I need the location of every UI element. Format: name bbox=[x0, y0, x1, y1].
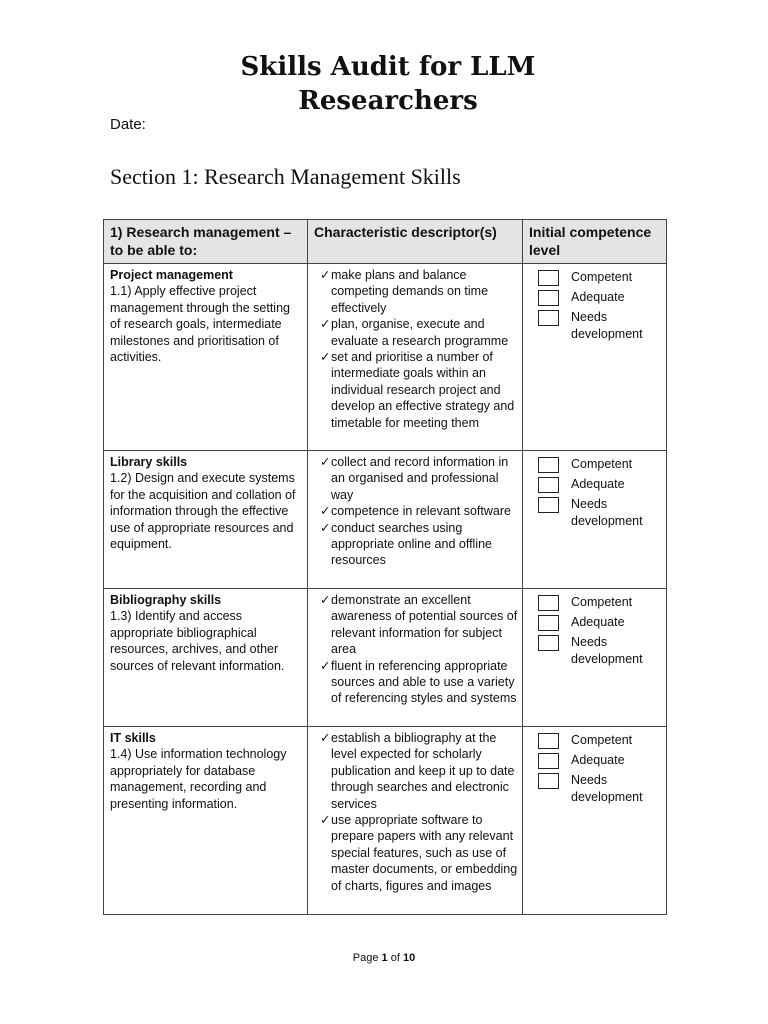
checkbox[interactable] bbox=[538, 635, 559, 651]
checkmark-icon: ✓ bbox=[320, 317, 331, 332]
descriptor-text: competence in relevant software bbox=[331, 504, 511, 519]
competence-cell bbox=[523, 451, 667, 589]
competence-option-label: Adequate bbox=[571, 290, 625, 305]
checkbox[interactable] bbox=[538, 615, 559, 631]
descriptor-item bbox=[314, 520, 518, 569]
checkmark-icon: ✓ bbox=[320, 455, 331, 469]
section-heading: Section 1: Research Management Skills bbox=[110, 164, 461, 189]
title-line-1: Skills Audit for LLM bbox=[240, 52, 536, 82]
competence-option-label: Needs development bbox=[571, 497, 643, 528]
checkmark-icon: ✓ bbox=[320, 504, 331, 519]
descriptor-text: demonstrate an excellent awareness of potential sources of relevant information for subject area bbox=[331, 593, 518, 657]
checkbox[interactable] bbox=[538, 733, 559, 749]
competence-cell bbox=[523, 264, 667, 451]
competence-option-label: Adequate bbox=[571, 615, 625, 630]
competence-option-label: Needs development bbox=[571, 773, 643, 804]
descriptor-text: conduct searches using appropriate online and offline resources bbox=[331, 520, 493, 568]
competence-option-label: Needs development bbox=[571, 635, 643, 666]
skill-name: Project management bbox=[110, 268, 233, 282]
descriptor-item bbox=[314, 454, 518, 503]
descriptor-text: fluent in referencing appropriate sources and able to use a variety of referencing styles and systems bbox=[331, 658, 517, 706]
competence-option-label: Needs development bbox=[571, 310, 643, 341]
skill-name: IT skills bbox=[110, 731, 156, 745]
competence-option[interactable] bbox=[538, 476, 662, 493]
descriptor-item bbox=[314, 503, 518, 519]
competence-cell bbox=[523, 589, 667, 727]
descriptor-cell bbox=[308, 589, 523, 727]
competence-option-label: Competent bbox=[571, 733, 633, 747]
skill-objective: 1.3) Identify and access appropriate bibliographical resources, archives, and other sources of relevant information. bbox=[110, 609, 285, 673]
competence-option-label: Adequate bbox=[571, 477, 625, 492]
checkbox[interactable] bbox=[538, 595, 559, 611]
checkbox[interactable] bbox=[538, 290, 559, 306]
skill-name: Library skills bbox=[110, 455, 188, 469]
descriptor-text: collect and record information in an organised and professional way bbox=[331, 455, 509, 502]
checkbox[interactable] bbox=[538, 310, 559, 326]
competence-option[interactable] bbox=[538, 732, 662, 749]
checkbox[interactable] bbox=[538, 477, 559, 493]
descriptor-item bbox=[314, 730, 518, 812]
checkmark-icon: ✓ bbox=[320, 350, 331, 365]
competence-option[interactable] bbox=[538, 772, 662, 804]
skills-audit-table bbox=[103, 219, 667, 915]
descriptor-item bbox=[314, 267, 518, 316]
competence-option[interactable] bbox=[538, 456, 662, 473]
skill-name: Bibliography skills bbox=[110, 593, 222, 607]
header-competence-level: Initial competence level bbox=[523, 220, 667, 264]
skill-objective: 1.1) Apply effective project management through the setting of research goals, intermediate milestones and prioritisation of activities. bbox=[110, 284, 290, 365]
page-total: 10 bbox=[402, 952, 416, 964]
checkmark-icon: ✓ bbox=[320, 593, 331, 607]
descriptor-item bbox=[314, 349, 518, 431]
page-current: 1 bbox=[381, 952, 388, 964]
descriptor-cell bbox=[308, 727, 523, 915]
competence-option[interactable] bbox=[538, 309, 662, 341]
page-word: Page bbox=[352, 952, 379, 964]
of-word: of bbox=[390, 952, 400, 964]
checkmark-icon: ✓ bbox=[320, 268, 331, 282]
descriptor-text: make plans and balance competing demands on time effectively bbox=[331, 268, 489, 315]
competence-option[interactable] bbox=[538, 269, 662, 286]
checkbox[interactable] bbox=[538, 753, 559, 769]
descriptor-text: establish a bibliography at the level expected for scholarly publication and keep it up to date through searches and electronic services bbox=[331, 731, 515, 811]
checkbox[interactable] bbox=[538, 457, 559, 473]
skill-cell bbox=[104, 727, 308, 915]
skill-objective: 1.2) Design and execute systems for the acquisition and collation of information through the effective use of appropriate resources and equipment. bbox=[110, 471, 296, 552]
checkmark-icon: ✓ bbox=[320, 813, 331, 828]
competence-option-label: Competent bbox=[571, 270, 633, 284]
competence-cell bbox=[523, 727, 667, 915]
table-header-row bbox=[104, 220, 667, 264]
table-row bbox=[104, 727, 667, 915]
competence-option[interactable] bbox=[538, 289, 662, 306]
document-title bbox=[0, 50, 768, 118]
competence-option-label: Adequate bbox=[571, 753, 625, 768]
skill-cell bbox=[104, 451, 308, 589]
descriptor-item bbox=[314, 592, 518, 658]
competence-option[interactable] bbox=[538, 614, 662, 631]
descriptor-text: plan, organise, execute and evaluate a research programme bbox=[331, 317, 509, 348]
competence-option[interactable] bbox=[538, 594, 662, 611]
competence-option-label: Competent bbox=[571, 595, 633, 609]
descriptor-cell bbox=[308, 264, 523, 451]
descriptor-cell bbox=[308, 451, 523, 589]
competence-option-label: Competent bbox=[571, 457, 633, 471]
competence-option[interactable] bbox=[538, 496, 662, 528]
descriptor-item bbox=[314, 812, 518, 894]
date-label: Date: bbox=[110, 116, 146, 133]
checkbox[interactable] bbox=[538, 773, 559, 789]
table-row bbox=[104, 589, 667, 727]
skill-cell bbox=[104, 589, 308, 727]
checkmark-icon: ✓ bbox=[320, 520, 331, 535]
checkmark-icon: ✓ bbox=[320, 731, 331, 745]
table-row bbox=[104, 451, 667, 589]
checkmark-icon: ✓ bbox=[320, 658, 331, 673]
competence-option[interactable] bbox=[538, 634, 662, 666]
header-descriptors: Characteristic descriptor(s) bbox=[308, 220, 523, 264]
page-footer bbox=[0, 952, 768, 964]
header-research-management: 1) Research management – to be able to: bbox=[104, 220, 308, 264]
descriptor-item bbox=[314, 658, 518, 707]
checkbox[interactable] bbox=[538, 270, 559, 286]
competence-option[interactable] bbox=[538, 752, 662, 769]
descriptor-item bbox=[314, 316, 518, 349]
table-row bbox=[104, 264, 667, 451]
checkbox[interactable] bbox=[538, 497, 559, 513]
title-line-2: Researchers bbox=[298, 86, 478, 116]
skill-cell bbox=[104, 264, 308, 451]
descriptor-text: use appropriate software to prepare papers with any relevant special features, such as use of master documents, or embedding of charts, figures and images bbox=[331, 813, 518, 893]
descriptor-text: set and prioritise a number of intermediate goals within an individual research project and develop an effective strategy and timetable for meeting them bbox=[331, 350, 515, 430]
skill-objective: 1.4) Use information technology appropriately for database management, recording and presenting information. bbox=[110, 747, 287, 811]
